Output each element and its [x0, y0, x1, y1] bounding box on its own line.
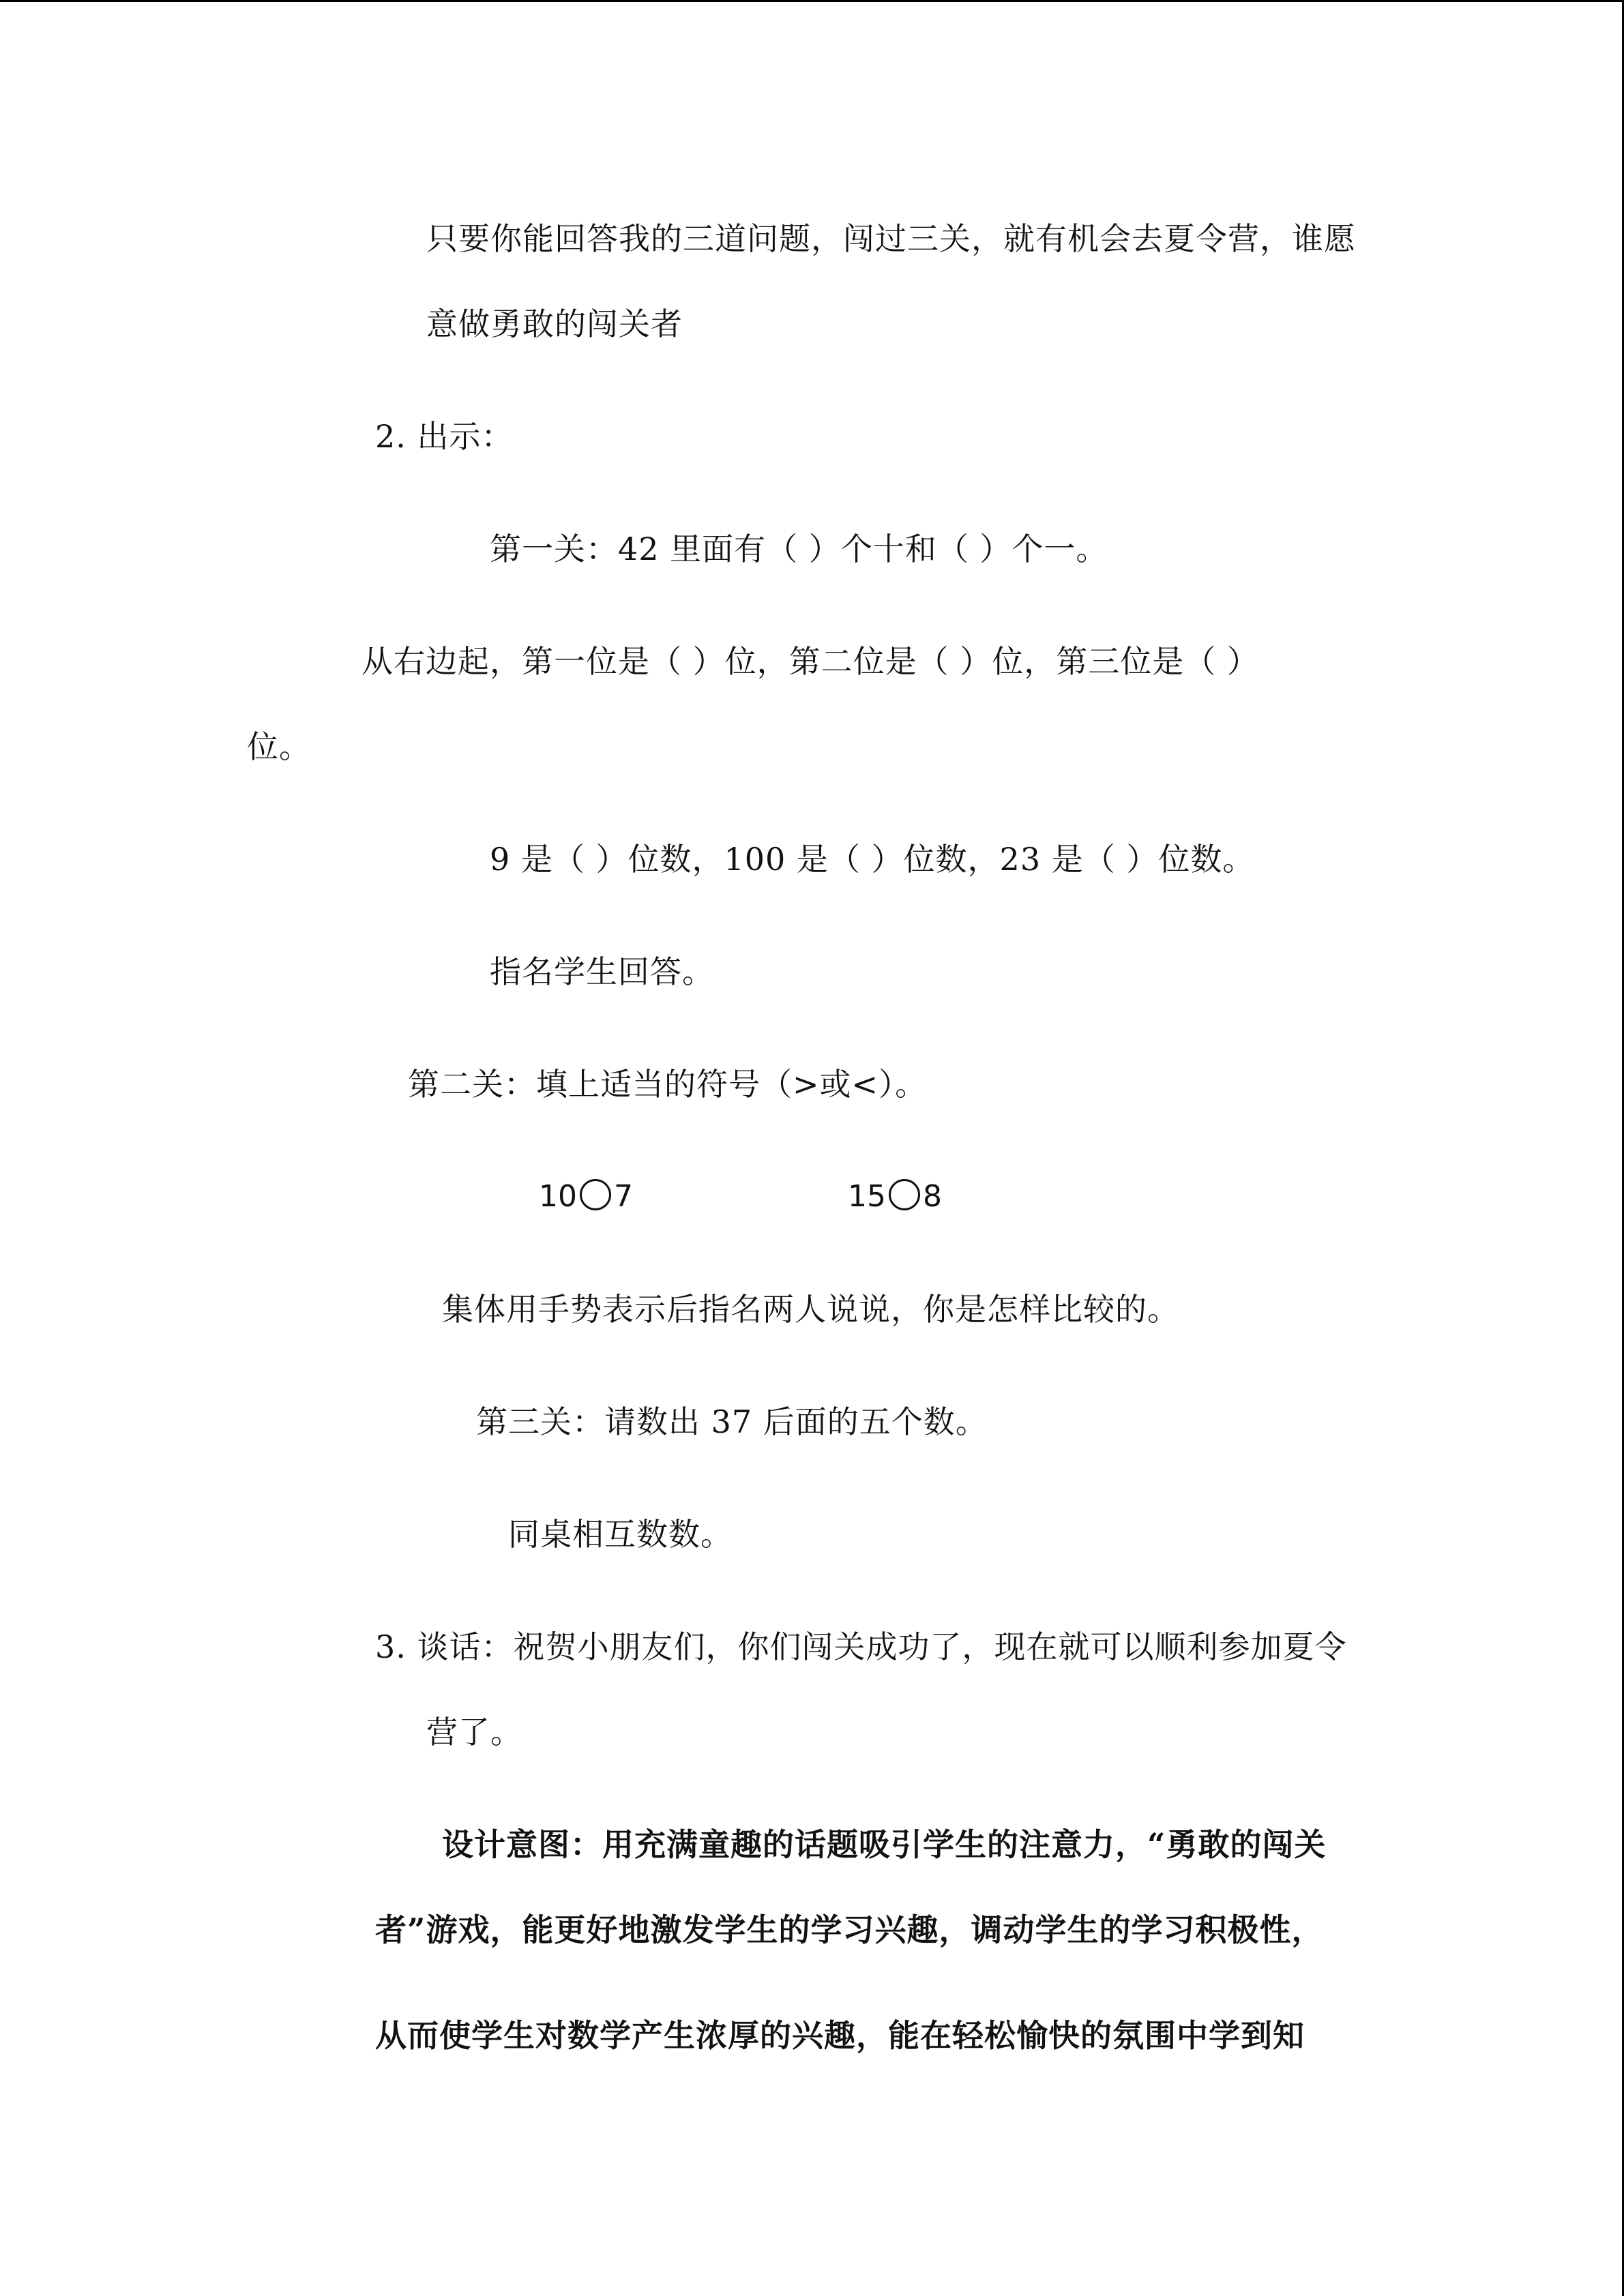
design-intent-line-1: 设计意图：用充满童趣的话题吸引学生的注意力，“勇敢的闯关 — [442, 1826, 1327, 1863]
text-line-2: 意做勇敢的闯关者 — [426, 305, 683, 342]
comparison-1-right: 7 — [614, 1179, 633, 1214]
blank-circle-icon — [580, 1179, 611, 1210]
answer-instruction: 指名学生回答。 — [490, 953, 714, 990]
section-3-talk: 3. 谈话：祝贺小朋友们，你们闯关成功了，现在就可以顺利参加夏令 — [375, 1628, 1347, 1665]
comparison-2-left: 15 — [848, 1179, 886, 1214]
gesture-instruction: 集体用手势表示后指名两人说说，你是怎样比较的。 — [442, 1291, 1179, 1328]
blank-circle-icon — [889, 1179, 920, 1210]
section-2-heading: 2. 出示： — [375, 418, 514, 455]
level-2-question: 第二关：填上适当的符号（>或<）。 — [408, 1066, 928, 1103]
comparison-2-right: 8 — [923, 1179, 942, 1214]
design-intent-line-2: 者”游戏，能更好地激发学生的学习兴趣，调动学生的学习积极性， — [375, 1911, 1324, 1948]
comparison-1 — [539, 1176, 633, 1217]
pair-counting-instruction: 同桌相互数数。 — [508, 1516, 733, 1553]
place-value-question-end: 位。 — [247, 728, 311, 765]
level-1-question: 第一关：42 里面有（ ）个十和（ ）个一。 — [490, 531, 1108, 567]
page-top-border — [0, 0, 1624, 2]
text-line-1: 只要你能回答我的三道问题，闯过三关，就有机会去夏令营，谁愿 — [426, 220, 1356, 257]
level-3-question: 第三关：请数出 37 后面的五个数。 — [476, 1403, 988, 1440]
comparison-1-left: 10 — [539, 1179, 577, 1214]
place-value-question: 从右边起，第一位是（ ）位，第二位是（ ）位，第三位是（ ） — [361, 643, 1259, 680]
design-intent-line-3: 从而使学生对数学产生浓厚的兴趣，能在轻松愉快的氛围中学到知 — [375, 2017, 1305, 2054]
section-3-talk-end: 营了。 — [426, 1714, 522, 1750]
digit-count-question: 9 是（ ）位数，100 是（ ）位数，23 是（ ）位数。 — [490, 841, 1255, 878]
comparison-2 — [848, 1176, 942, 1217]
